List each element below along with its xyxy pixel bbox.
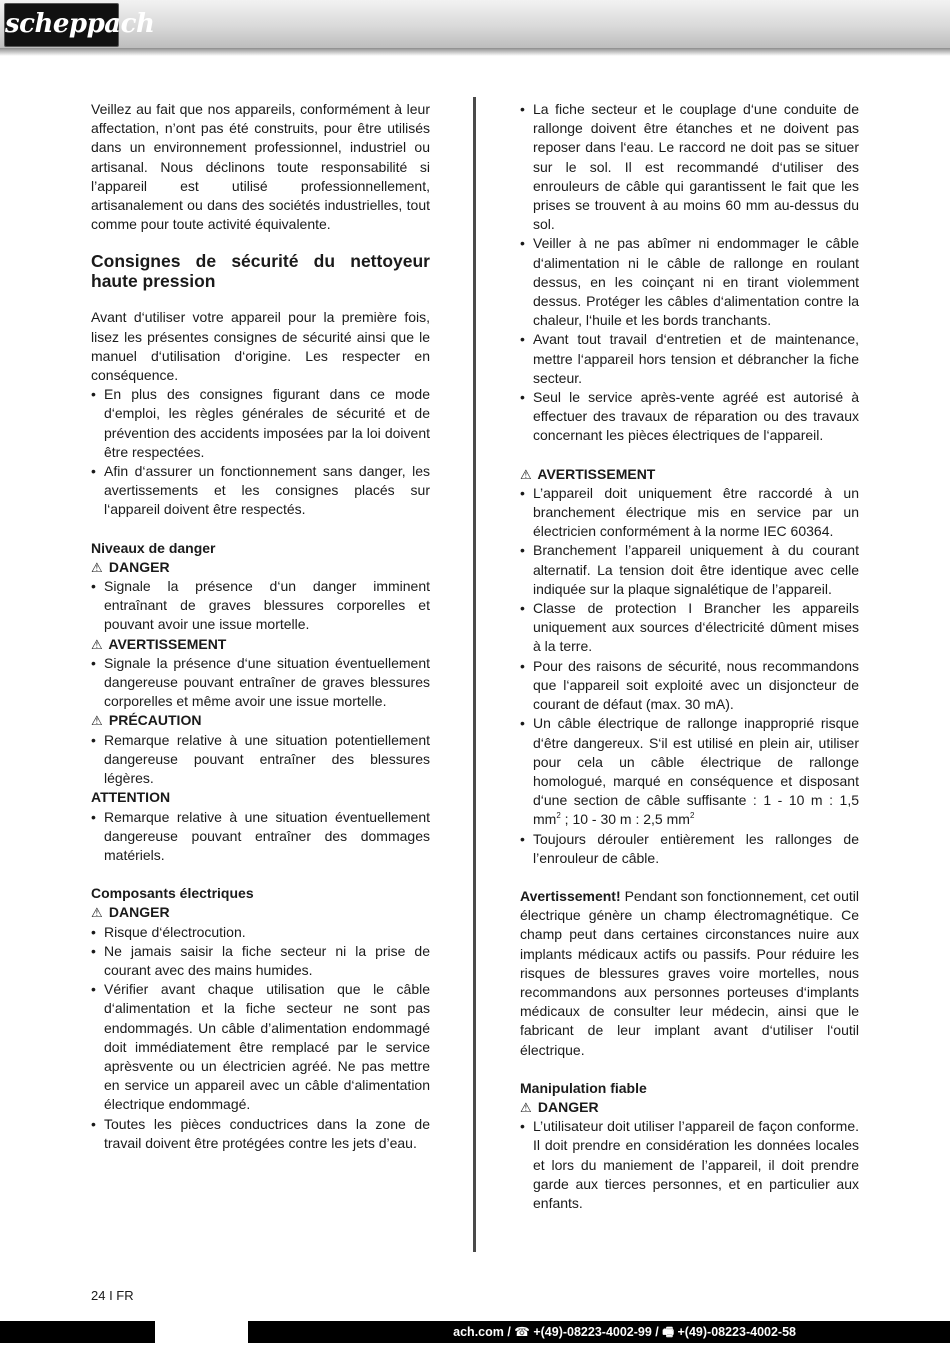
manipulation-danger-label: ⚠ DANGER: [520, 1098, 859, 1117]
list-item: • Pour des raisons de sécurité, nous recommandons que l‘appareil soit exploité avec un disjoncteur de courant de défaut (max. 30 mA).: [520, 657, 859, 715]
page-number: 24 I FR: [91, 1288, 134, 1303]
warning-icon: ⚠: [91, 713, 103, 729]
list-item: • Remarque relative à une situation potentiellement dangereuse pouvant entraîner des blessures légères.: [91, 731, 430, 789]
list-item: • Toutes les pièces conductrices dans la zone de travail doivent être protégées contre les jets d’eau.: [91, 1115, 430, 1153]
danger-label: ⚠ DANGER: [91, 558, 430, 577]
composants-title: Composants électriques: [91, 885, 254, 902]
avant-paragraph: Avant d‘utiliser votre appareil pour la première fois, lisez les présentes consignes de sécurité ainsi que le manuel d‘utilisation d‘origine. Les respecter en conséquence.: [91, 309, 430, 384]
list-item: • Vérifier avant chaque utilisation que le câble d‘alimentation et la fiche secteur ne sont pas endommagés. Un câble d’alimentation endommagé doit immédiatement être remplacé par le service aprèsvente ou un électricien agréé. Ne pas mettre en service un appareil avec un câble d‘alimentation électrique endommagé.: [91, 980, 430, 1114]
list-item: • Avant tout travail d‘entretien et de maintenance, mettre l‘appareil hors tension et débrancher la fiche secteur.: [520, 330, 859, 388]
list-item: • Ne jamais saisir la fiche secteur ni la prise de courant avec des mains humides.: [91, 942, 430, 980]
footer-gap: [155, 1321, 248, 1343]
header-shadow: [0, 48, 950, 56]
page-header: [0, 0, 950, 48]
warning-icon: ⚠: [91, 636, 103, 652]
niveaux-title: Niveaux de danger: [91, 539, 216, 556]
manipulation-title: Manipulation fiable: [520, 1079, 647, 1096]
list-item: • Signale la présence d‘un danger imminent entraînant de graves blessures corporelles et pouvant avoir une issue mortelle.: [91, 577, 430, 635]
composants-danger-label: ⚠ DANGER: [91, 903, 430, 922]
list-item: • L’utilisateur doit utiliser l’appareil de façon conforme. Il doit prendre en considération les données locales et lors du maniement de l’appareil, il doit prendre garde aux tierces personnes, et en particulier aux enfants.: [520, 1117, 859, 1213]
warning-icon: ⚠: [91, 905, 103, 921]
warning-icon: ⚠: [91, 559, 103, 575]
intro-paragraph: Veillez au fait que nos appareils, conformément à leur affectation, n’ont pas été construits, pour être utilisés dans un environnement professionnel, industriel ou artisanal. Nous déclinons toute responsabilité si l’appareil est utilisé professionnellement, artisanalement ou dans des sociétés industrielles, tout comme pour toute activité équivalente.: [91, 101, 430, 233]
avant-list: [91, 385, 430, 519]
list-item: • Remarque relative à une situation éventuellement dangereuse pouvant entraîner des dommages matériels.: [91, 808, 430, 866]
left-column: [91, 100, 430, 1153]
avertissement-label: ⚠ AVERTISSEMENT: [91, 635, 430, 654]
warning-icon: ⚠: [520, 1099, 532, 1115]
warning-icon: ⚠: [520, 466, 532, 482]
footer-contact: ach.com / ☎ +(49)-08223-4002-99 / 🖷 +(49)-08223-4002-58: [453, 1325, 796, 1339]
list-item: • Veiller à ne pas abîmer ni endommager le câble d‘alimentation ni le câble de rallonge en roulant dessus, en les coinçant ni en tirant violemment dessus. Protéger les câbles d‘alimentation contre la chaleur, l‘huile et les bords tranchants.: [520, 234, 859, 330]
list-item: • Branchement l’appareil uniquement à du courant alternatif. La tension doit être identique avec celle indiquée sur la plaque signalétique de l’appareil.: [520, 541, 859, 599]
list-item: • L’appareil doit uniquement être raccordé à un branchement électrique mis en service par un électricien conformément à la norme IEC 60364.: [520, 484, 859, 542]
cable-list: [520, 100, 859, 446]
emf-warning-paragraph: Avertissement! Pendant son fonctionnement, cet outil électrique génère un champ électromagnétique. Ce champ peut dans certaines circonstances nuire aux implants médicaux actifs ou passifs. Pour réduire les risques de blessures graves voire mortelles, nous recommandons aux personnes porteuses d‘implants médicaux de consulter leur médecin, ainsi que le fabricant de leur implant avant d‘utiliser l‘outil électrique.: [520, 887, 859, 1058]
avertissement-list: [520, 484, 859, 868]
scheppach-logo: scheppach: [4, 3, 119, 47]
list-item: • Afin d‘assurer un fonctionnement sans danger, les avertissements et les consignes placés sur l‘appareil doivent être respectés.: [91, 462, 430, 520]
composants-list: [91, 923, 430, 1153]
avertissement-label: ⚠ AVERTISSEMENT: [520, 465, 859, 484]
precaution-label: ⚠ PRÉCAUTION: [91, 711, 430, 730]
list-item: • Classe de protection I Brancher les appareils uniquement aux sources d‘électricité dûment mises à la terre.: [520, 599, 859, 657]
right-column: [520, 100, 859, 1213]
section-heading: Consignes de sécurité du nettoyeur haute pression: [91, 251, 430, 292]
column-divider: [473, 97, 476, 1252]
list-item: • En plus des consignes figurant dans ce mode d‘emploi, les règles générales de sécurité et de prévention des accidents imposées par la loi doivent être respectées.: [91, 385, 430, 462]
list-item: • Un câble électrique de rallonge inapproprié risque d‘être dangereux. S‘il est utilisé en plein air, utiliser pour cela un câble électrique de rallonge homologué, marqué en conséquence et disposant d‘une section de câble suffisante : 1 - 10 m : 1,5 $mm^2$ ; 10 - 30 m : 2,5 $mm^2$: [520, 714, 859, 829]
list-item: • Seul le service après-vente agréé est autorisé à effectuer des travaux de réparation ou des travaux concernant les pièces électriques de l‘appareil.: [520, 388, 859, 446]
list-item: • Toujours dérouler entièrement les rallonges de l’enrouleur de câble.: [520, 830, 859, 868]
attention-label: ATTENTION: [91, 789, 171, 806]
list-item: • La fiche secteur et le couplage d‘une conduite de rallonge doivent être étanches et ne doivent pas reposer dans l‘eau. Le raccord ne doit pas se situer sur le sol. Il est recommandé d‘utiliser des enrouleurs de câble qui garantissent le fait que les prises se trouvent à au moins 60 mm au-dessus du sol.: [520, 100, 859, 234]
list-item: • Risque d‘électrocution.: [91, 923, 430, 942]
list-item: • Signale la présence d‘une situation éventuellement dangereuse pouvant entraîner de graves blessures corporelles et même avoir une issue mortelle.: [91, 654, 430, 712]
